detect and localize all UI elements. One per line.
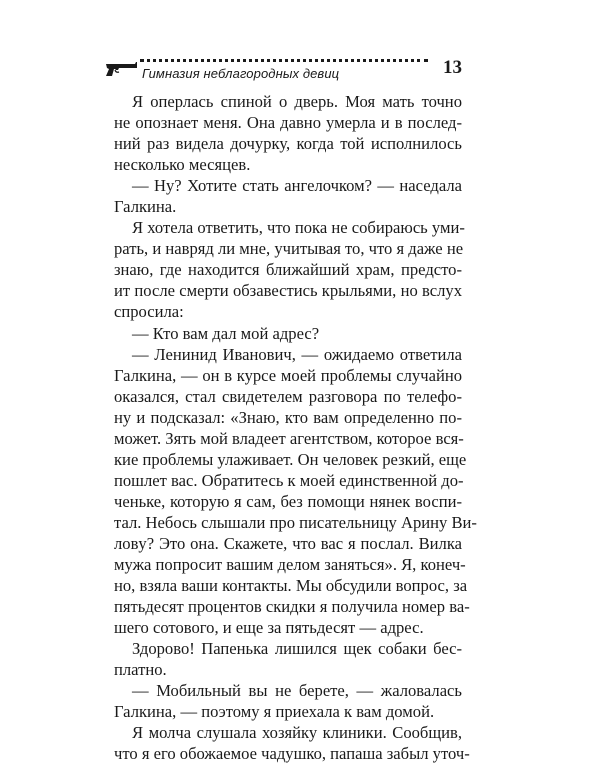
text-line: шего сотового, и еще за пятьдесят — адрес. [114, 618, 424, 638]
text-line: несколько месяцев. [114, 155, 251, 175]
text-line: — Ну? Хотите стать ангелочком? — наседала [132, 176, 462, 196]
text-line: ний раз видела дочурку, когда той исполнилось [114, 134, 462, 154]
text-line: кие проблемы улаживает. Он человек резкий, еще [114, 449, 467, 469]
text-line: — Кто вам дал мой адрес? [132, 323, 320, 343]
text-line: не опознает меня. Она давно умерла и в послед- [114, 113, 462, 133]
pistol-icon [104, 61, 138, 77]
text-line: — Ленинид Иванович, — ожидаемо ответила [132, 344, 462, 364]
text-line: ченьке, которую я сам, без помощи нянек воспи- [114, 491, 462, 511]
text-line: знаю, где находится ближайший храм, предсто- [114, 260, 462, 280]
text-line: — Мобильный вы не берете, — жаловалась [132, 681, 462, 701]
header-title: Гимназия неблагородных девиц [142, 66, 340, 81]
header-dotted-rule [140, 59, 428, 62]
text-line: платно. [114, 660, 167, 680]
text-line: ловy? Это она. Скажете, что вас я послал. Вилка [114, 533, 462, 553]
text-line: ит после смерти обзавестись крыльями, но вслух [114, 281, 462, 301]
text-line: Галкина, — он в курсе моей проблемы случайно [114, 365, 462, 385]
text-line: спросила: [114, 302, 184, 322]
page-number: 13 [443, 57, 462, 78]
body-text [114, 91, 477, 765]
text-line: тал. Небось слышали про писательницу Арину Ви- [114, 512, 477, 532]
text-line: может. Зять мой владеет агентством, которое вся- [114, 428, 464, 448]
text-line: оказался, стал свидетелем разговора по телефо- [114, 386, 462, 406]
text-line: но, взяла ваши контакты. Мы обсудили вопрос, за [114, 576, 468, 596]
text-line: пошлет вас. Обратитесь к моей единственной до- [114, 470, 464, 490]
text-line: пятьдесят процентов скидки я получила номер ва- [114, 597, 470, 617]
text-line: Здорово! Папенька лишился щек собаки бес- [132, 639, 462, 659]
text-line: Я молча слушала хозяйку клиники. Сообщив, [132, 723, 462, 743]
text-line: что я его обожаемое чадушко, папаша забыл уточ- [114, 744, 470, 764]
text-line: Галкина. [114, 197, 177, 217]
text-line: Я хотела ответить, что пока не собираюсь уми- [132, 218, 465, 238]
text-line: ну и подсказал: «Знаю, кто вам определенно по- [114, 407, 462, 427]
text-line: Галкина, — поэтому я приехала к вам домой. [114, 702, 435, 722]
text-line: Я оперлась спиной о дверь. Моя мать точно [132, 92, 462, 111]
text-line: мужа попросит вашим делом заняться». Я, конеч- [114, 555, 466, 575]
text-line: рать, и навряд ли мне, учитывая то, что я даже не [114, 239, 464, 259]
running-header [104, 55, 462, 81]
